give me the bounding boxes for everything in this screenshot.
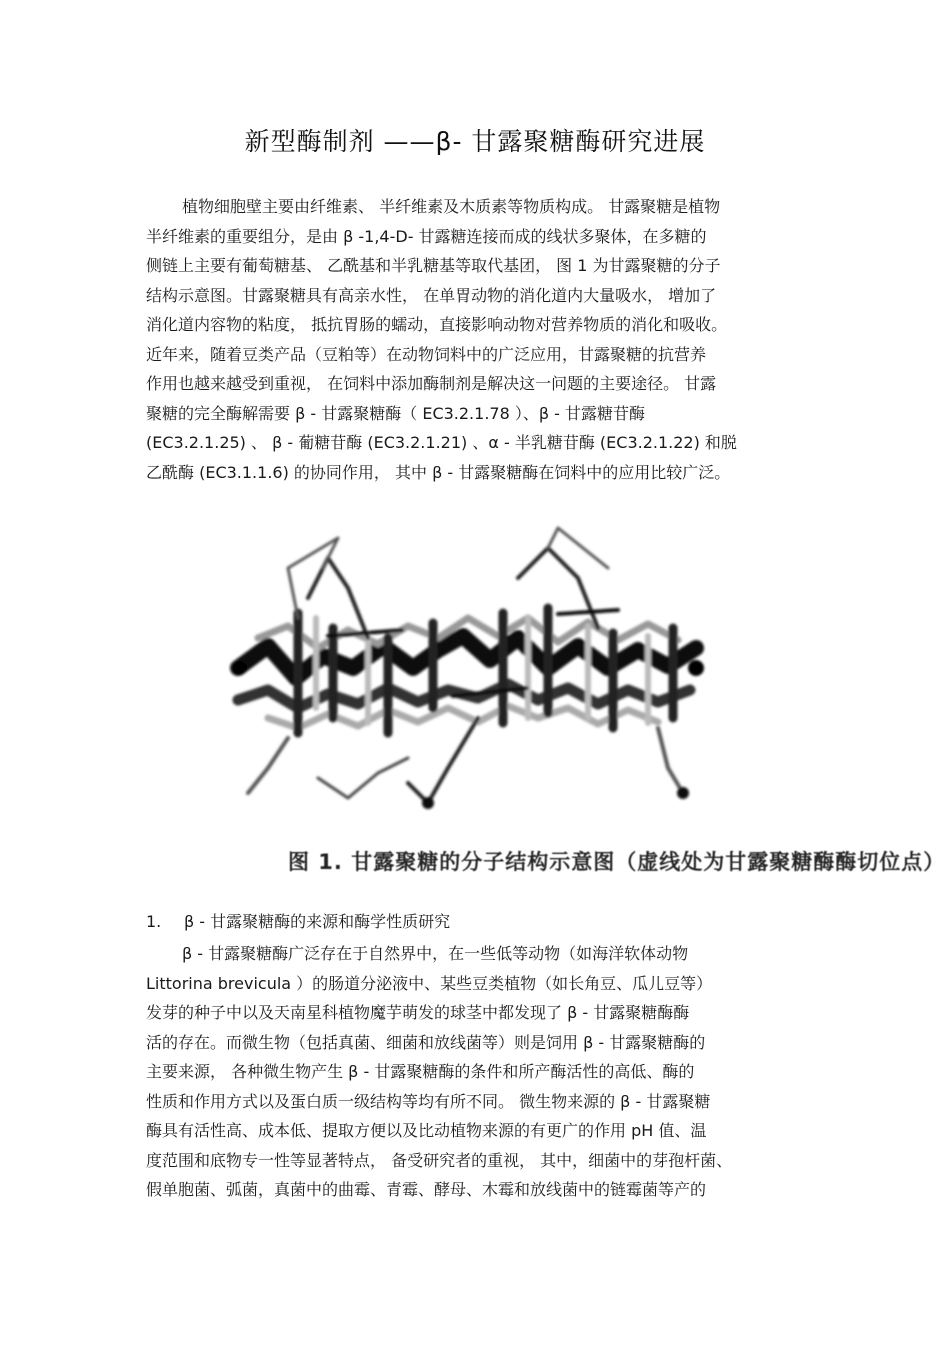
text-line: 假单胞菌、弧菌，真菌中的曲霉、青霉、酵母、木霉和放线菌中的链霉菌等产的 [146, 1180, 707, 1199]
text-line: 度范围和底物专一性等显著特点， 备受研究者的重视， 其中，细菌中的芽孢杆菌、 [146, 1150, 733, 1170]
text-line: 结构示意图。甘露聚糖具有高亲水性， 在单胃动物的消化道内大量吸水， 增加了 [146, 285, 717, 305]
text-line: 活的存在。而微生物（包括真菌、细菌和放线菌等）则是饲用 β - 甘露聚糖酶的 [146, 1032, 706, 1052]
text-line: 侧链上主要有葡萄糖基、 乙酰基和半乳糖基等取代基团， 图 1 为甘露聚糖的分子 [146, 256, 721, 275]
mannan-structure-figure [228, 518, 708, 818]
section-heading [146, 907, 450, 937]
text-line: 半纤维素的重要组分，是由 β -1,4-D- 甘露糖连接而成的线状多聚体，在多糖的 [146, 226, 707, 246]
text-line: 酶具有活性高、成本低、提取方便以及比动植物来源的有更广的作用 pH 值、温 [146, 1121, 707, 1140]
text-line: β - 甘露聚糖酶广泛存在于自然界中，在一些低等动物（如海洋软体动物 [182, 944, 689, 963]
figure-caption: 图 1. 甘露聚糖的分子结构示意图（虚线处为甘露聚糖酶酶切位点） [288, 850, 946, 874]
text-line: 消化道内容物的粘度， 抵抗胃肠的蠕动，直接影响动物对营养物质的消化和吸收。 [146, 315, 728, 334]
intro-paragraph [146, 192, 806, 487]
text-line: (EC3.2.1.25) 、 β - 葡糖苷酶 (EC3.2.1.21) 、α - 半乳糖苷酶 (EC3.2.1.22) 和脱 [146, 433, 737, 452]
section-heading-text: β - 甘露聚糖酶的来源和酶学性质研究 [184, 912, 451, 931]
text-line: 性质和作用方式以及蛋白质一级结构等均有所不同。 微生物来源的 β - 甘露聚糖 [146, 1091, 711, 1111]
section1-paragraph [146, 939, 806, 1205]
text-line: 植物细胞壁主要由纤维素、 半纤维素及木质素等物质构成。 甘露聚糖是植物 [182, 197, 721, 216]
text-line: Littorina brevicula ）的肠道分泌液中、某些豆类植物（如长角豆、瓜儿豆等） [146, 973, 713, 993]
text-line: 聚糖的完全酶解需要 β - 甘露聚糖酶（ EC3.2.1.78 ）、β - 甘露糖苷酶 [146, 403, 646, 423]
text-line: 乙酰酶 (EC3.1.1.6) 的协同作用， 其中 β - 甘露聚糖酶在饲料中的应用比较广泛。 [146, 462, 731, 482]
section-number: 1. [146, 912, 162, 931]
text-line: 主要来源， 各种微生物产生 β - 甘露聚糖酶的条件和所产酶活性的高低、酶的 [146, 1062, 695, 1081]
text-line: 近年来，随着豆类产品（豆粕等）在动物饲料中的广泛应用，甘露聚糖的抗营养 [146, 344, 707, 364]
text-line: 作用也越来越受到重视， 在饲料中添加酶制剂是解决这一问题的主要途径。 甘露 [146, 374, 717, 393]
text-line: 发芽的种子中以及天南星科植物魔芋萌发的球茎中都发现了 β - 甘露聚糖酶酶 [146, 1003, 690, 1022]
page-title: 新型酶制剂 ——β- 甘露聚糖酶研究进展 [244, 127, 706, 156]
